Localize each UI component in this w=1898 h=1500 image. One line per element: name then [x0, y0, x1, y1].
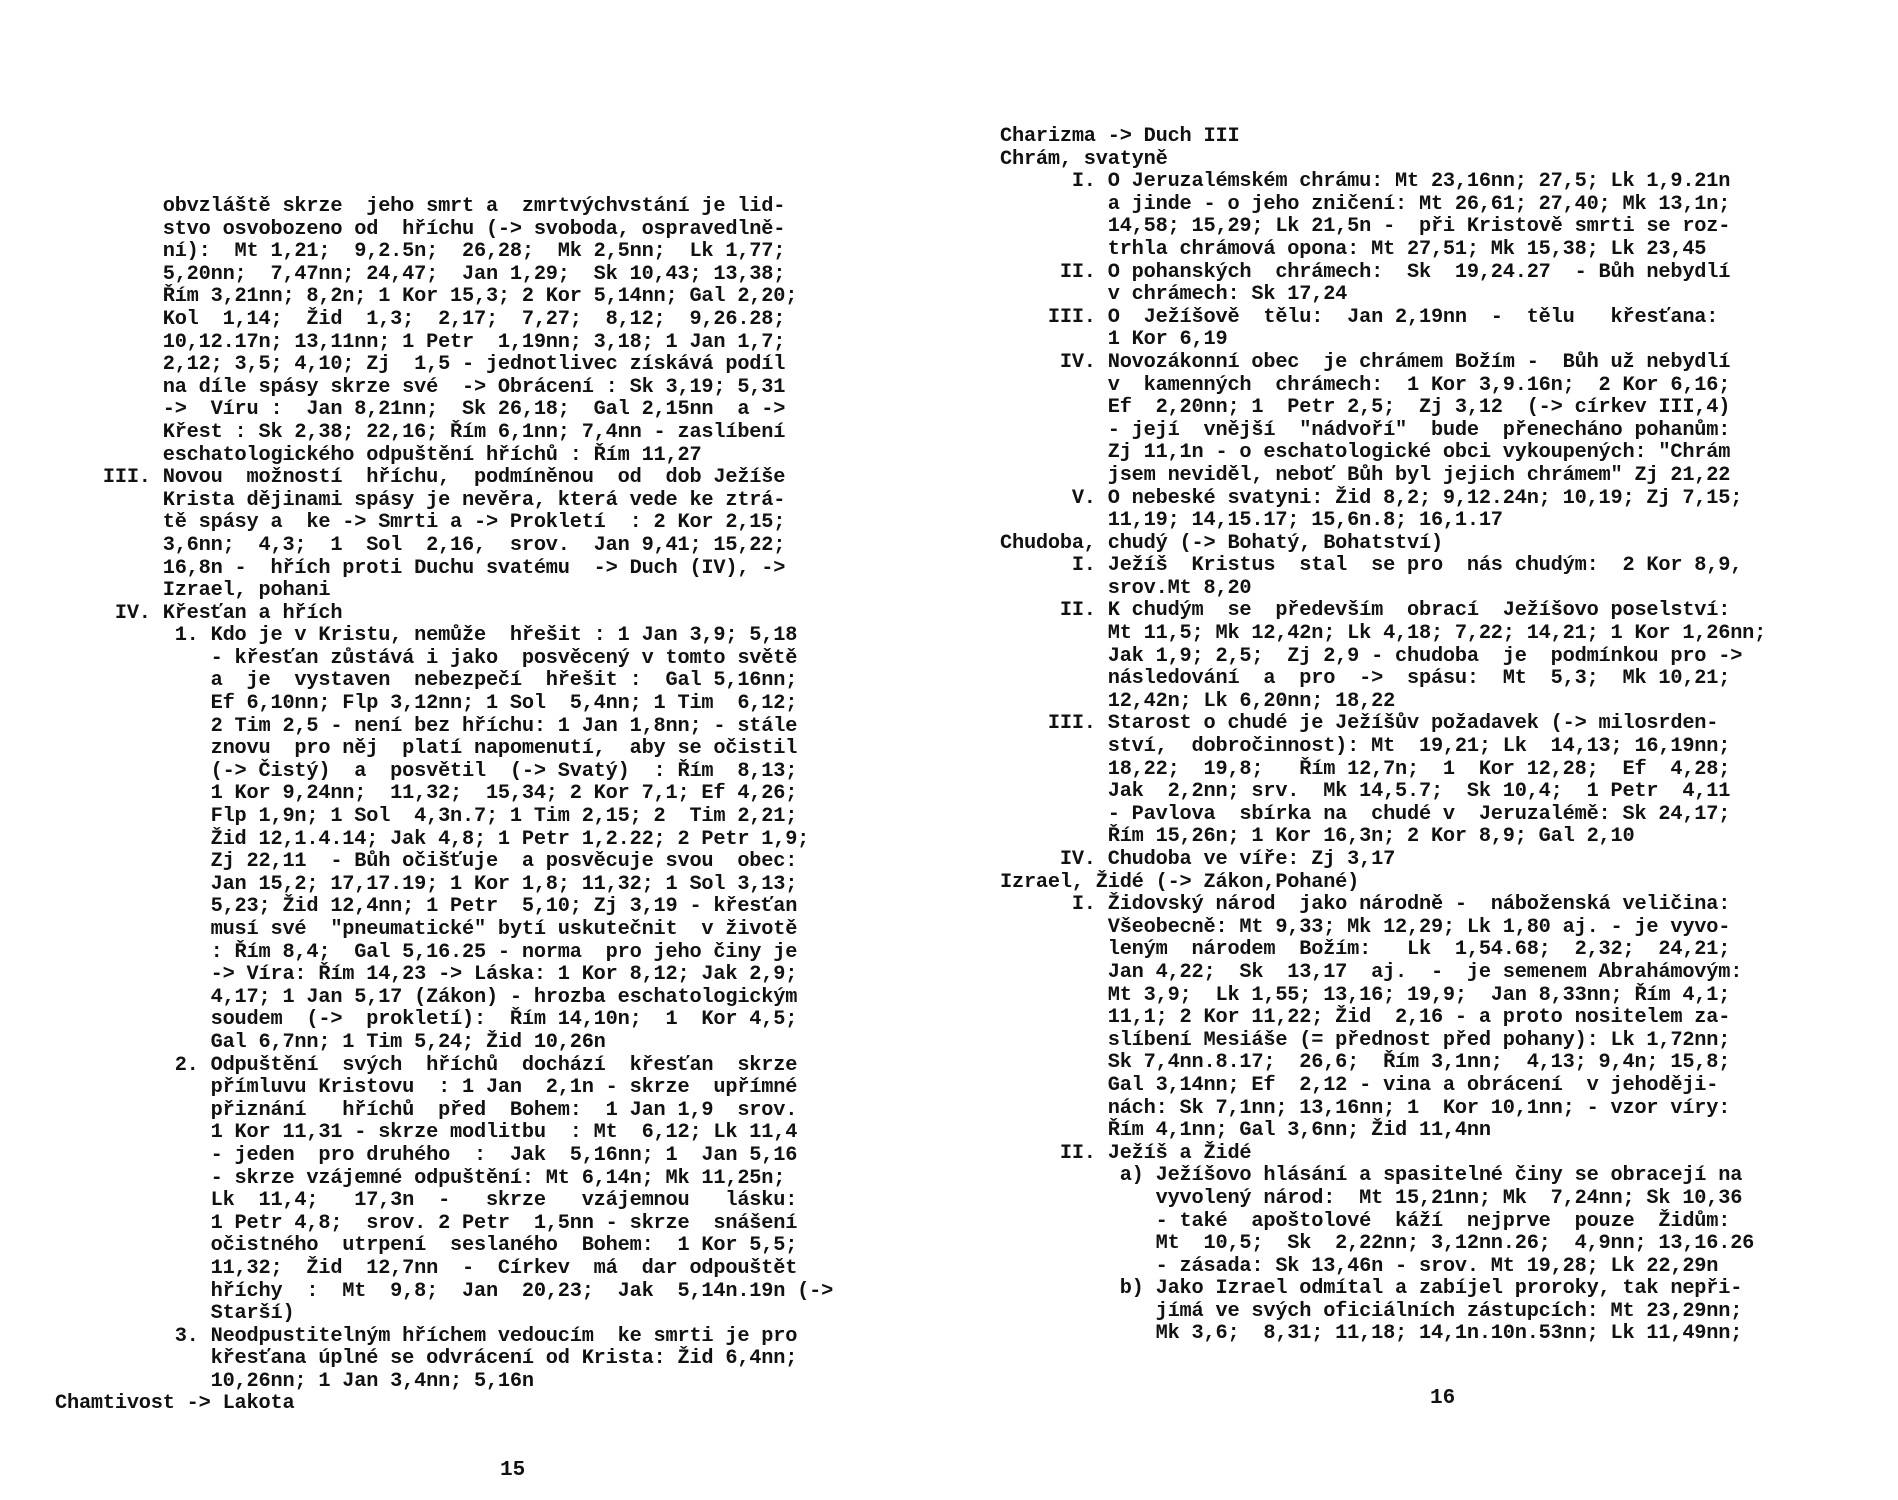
text-line: II. Ježíš a Židé: [1000, 1141, 1252, 1165]
text-line: III. O Ježíšově tělu: Jan 2,19nn - tělu křesťana:: [1000, 305, 1719, 329]
text-line: - také apoštolové káží nejprve pouze Židům:: [1000, 1209, 1731, 1233]
text-line: očistného utrpení seslaného Bohem: 1 Kor 5,5;: [55, 1234, 798, 1258]
text-line: 2 Tim 2,5 - není bez hříchu: 1 Jan 1,8nn; - stále: [55, 714, 798, 738]
text-line: Izrael, Židé (-> Zákon,Pohané): [1000, 870, 1360, 894]
text-line: leným národem Božím: Lk 1,54.68; 2,32; 24,21;: [1000, 938, 1731, 962]
text-line: tě spásy a ke -> Smrti a -> Prokletí : 2 Kor 2,15;: [55, 511, 786, 535]
text-line: na díle spásy skrze své -> Obrácení : Sk 3,19; 5,31: [55, 375, 786, 399]
text-line: srov.Mt 8,20: [1000, 576, 1252, 600]
text-line: Jan 15,2; 17,17.19; 1 Kor 1,8; 11,32; 1 Sol 3,13;: [55, 872, 798, 896]
text-line: 11,1; 2 Kor 11,22; Žid 2,16 - a proto nositelem za-: [1000, 1006, 1731, 1030]
text-line: Křest : Sk 2,38; 22,16; Řím 6,1nn; 7,4nn - zaslíbení: [55, 420, 786, 444]
text-line: Mt 10,5; Sk 2,22nn; 3,12nn.26; 4,9nn; 13,16.26: [1000, 1232, 1755, 1256]
text-line: Ef 6,10nn; Flp 3,12nn; 1 Sol 5,4nn; 1 Tim 6,12;: [55, 692, 798, 716]
text-line: - skrze vzájemné odpuštění: Mt 6,14n; Mk 11,25n;: [55, 1166, 786, 1190]
text-line: Sk 7,4nn.8.17; 26,6; Řím 3,1nn; 4,13; 9,4n; 15,8;: [1000, 1051, 1731, 1075]
text-line: vyvolený národ: Mt 15,21nn; Mk 7,24nn; Sk 10,36: [1000, 1186, 1743, 1210]
text-line: Jak 2,2nn; srv. Mk 14,5.7; Sk 10,4; 1 Petr 4,11: [1000, 780, 1731, 804]
text-line: - křesťan zůstává i jako posvěcený v tomto světě: [55, 646, 798, 670]
text-line: Izrael, pohani: [55, 579, 331, 603]
text-line: jsem neviděl, neboť Bůh byl jejich chrámem" Zj 21,22: [1000, 463, 1731, 487]
text-line: ství, dobročinnost): Mt 19,21; Lk 14,13; 16,19nn;: [1000, 735, 1731, 759]
text-line: Krista dějinami spásy je nevěra, která vede ke ztrá-: [55, 488, 786, 512]
text-line: II. K chudým se především obrací Ježíšovo poselství:: [1000, 599, 1731, 623]
text-line: I. Židovský národ jako národně - náboženská veličina:: [1000, 893, 1731, 917]
text-line: Jak 1,9; 2,5; Zj 2,9 - chudoba je podmínkou pro ->: [1000, 644, 1743, 668]
text-line: b) Jako Izrael odmítal a zabíjel proroky, tak nepři-: [1000, 1277, 1743, 1301]
text-line: III. Starost o chudé je Ježíšův požadavek (-> milosrden-: [1000, 712, 1719, 736]
text-line: 2,12; 3,5; 4,10; Zj 1,5 - jednotlivec získává podíl: [55, 353, 786, 377]
text-line: přímluvu Kristovu : 1 Jan 2,1n - skrze upřímné: [55, 1076, 798, 1100]
text-line: III. Novou možností hříchu, podmíněnou od dob Ježíše: [55, 466, 786, 490]
text-line: IV. Novozákonní obec je chrámem Božím - Bůh už nebydlí: [1000, 350, 1731, 374]
text-line: Gal 3,14nn; Ef 2,12 - vina a obrácení v jehoději-: [1000, 1073, 1719, 1097]
text-line: - zásada: Sk 13,46n - srov. Mt 19,28; Lk 22,29n: [1000, 1254, 1719, 1278]
text-line: musí své "pneumatické" bytí uskutečnit v životě: [55, 918, 798, 941]
text-line: 18,22; 19,8; Řím 12,7n; 1 Kor 12,28; Ef 4,28;: [1000, 757, 1731, 781]
text-line: Chrám, svatyně: [1000, 147, 1168, 171]
text-line: II. O pohanských chrámech: Sk 19,24.27 - Bůh nebydlí: [1000, 260, 1731, 284]
text-line: Zj 22,11 - Bůh očišťuje a posvěcuje svou obec:: [55, 850, 798, 874]
text-line: 1 Kor 9,24nn; 11,32; 15,34; 2 Kor 7,1; Ef 4,26;: [55, 782, 798, 806]
text-line: ní): Mt 1,21; 9,2.5n; 26,28; Mk 2,5nn; Lk 1,77;: [55, 240, 786, 264]
text-line: přiznání hříchů před Bohem: 1 Jan 1,9 srov.: [55, 1098, 798, 1122]
text-line: křesťana úplné se odvrácení od Krista: Žid 6,4nn;: [55, 1347, 798, 1371]
text-line: 5,20nn; 7,47nn; 24,47; Jan 1,29; Sk 10,43; 13,38;: [55, 262, 786, 286]
text-line: 11,19; 14,15.17; 15,6n.8; 16,1.17: [1000, 509, 1503, 533]
text-line: Řím 3,21nn; 8,2n; 1 Kor 15,3; 2 Kor 5,14nn; Gal 2,20;: [55, 285, 798, 309]
text-line: v chrámech: Sk 17,24: [1000, 283, 1348, 307]
text-line: - Pavlova sbírka na chudé v Jeruzalémě: Sk 24,17;: [1000, 802, 1731, 826]
text-line: eschatologického odpuštění hříchů : Řím 11,27: [55, 443, 702, 467]
text-line: Lk 11,4; 17,3n - skrze vzájemnou lásku:: [55, 1189, 798, 1213]
text-line: obvzláště skrze jeho smrt a zmrtvýchvstání je lid-: [55, 195, 786, 218]
text-line: (-> Čistý) a posvětil (-> Svatý) : Řím 8,13;: [55, 759, 798, 783]
text-line: 1. Kdo je v Kristu, nemůže hřešit : 1 Jan 3,9; 5,18: [55, 624, 798, 648]
text-line: a jinde - o jeho zničení: Mt 26,61; 27,40; Mk 13,1n;: [1000, 192, 1731, 216]
text-line: 4,17; 1 Jan 5,17 (Zákon) - hrozba eschatologickým: [55, 985, 798, 1009]
text-line: 3. Neodpustitelným hříchem vedoucím ke smrti je pro: [55, 1324, 798, 1348]
text-line: následování a pro -> spásu: Mt 5,3; Mk 10,21;: [1000, 667, 1731, 691]
text-line: Starší): [55, 1302, 295, 1326]
text-line: 5,23; Žid 12,4nn; 1 Petr 5,10; Zj 3,19 - křesťan: [55, 895, 798, 919]
text-line: nách: Sk 7,1nn; 13,16nn; 1 Kor 10,1nn; - vzor víry:: [1000, 1096, 1731, 1120]
left-page-number: 15: [500, 1459, 526, 1482]
text-line: 12,42n; Lk 6,20nn; 18,22: [1000, 689, 1396, 713]
text-line: Řím 4,1nn; Gal 3,6nn; Žid 11,4nn: [1000, 1119, 1491, 1143]
text-line: -> Víru : Jan 8,21nn; Sk 26,18; Gal 2,15nn a ->: [55, 398, 786, 422]
left-page: [55, 196, 915, 1416]
right-page: [1000, 126, 1860, 1346]
text-line: V. O nebeské svatyni: Žid 8,2; 9,12.24n; 10,19; Zj 7,15;: [1000, 486, 1743, 510]
text-line: : Řím 8,4; Gal 5,16.25 - norma pro jeho činy je: [55, 940, 798, 964]
text-line: 10,12.17n; 13,11nn; 1 Petr 1,19nn; 3,18; 1 Jan 1,7;: [55, 330, 786, 354]
text-line: a je vystaven nebezpečí hřešit : Gal 5,16nn;: [55, 669, 798, 693]
text-line: 3,6nn; 4,3; 1 Sol 2,16, srov. Jan 9,41; 15,22;: [55, 533, 786, 557]
text-line: Žid 12,1.4.14; Jak 4,8; 1 Petr 1,2.22; 2 Petr 1,9;: [55, 827, 810, 851]
text-line: slíbení Mesiáše (= přednost před pohany): Lk 1,72nn;: [1000, 1028, 1731, 1052]
text-line: 14,58; 15,29; Lk 21,5n - při Kristově smrti se roz-: [1000, 215, 1731, 239]
text-line: Charizma -> Duch III: [1000, 125, 1240, 148]
text-line: 10,26nn; 1 Jan 3,4nn; 5,16n: [55, 1369, 534, 1393]
text-line: Zj 11,1n - o eschatologické obci vykoupených: "Chrám: [1000, 441, 1731, 465]
text-line: Mt 3,9; Lk 1,55; 13,16; 19,9; Jan 8,33nn; Řím 4,1;: [1000, 983, 1731, 1007]
text-line: Chudoba, chudý (-> Bohatý, Bohatství): [1000, 531, 1443, 555]
text-line: Jan 4,22; Sk 13,17 aj. - je semenem Abrahámovým:: [1000, 960, 1743, 984]
text-line: I. O Jeruzalémském chrámu: Mt 23,16nn; 27,5; Lk 1,9.21n: [1000, 170, 1731, 194]
text-line: hříchy : Mt 9,8; Jan 20,23; Jak 5,14n.19n (->: [55, 1279, 834, 1303]
text-line: soudem (-> prokletí): Řím 14,10n; 1 Kor 4,5;: [55, 1008, 798, 1032]
text-line: 1 Petr 4,8; srov. 2 Petr 1,5nn - skrze snášení: [55, 1211, 798, 1235]
text-line: Mk 3,6; 8,31; 11,18; 14,1n.10n.53nn; Lk 11,49nn;: [1000, 1322, 1743, 1346]
text-line: Chamtivost -> Lakota: [55, 1392, 295, 1416]
text-line: - jeden pro druhého : Jak 5,16nn; 1 Jan 5,16: [55, 1143, 798, 1167]
text-line: znovu pro něj platí napomenutí, aby se očistil: [55, 737, 798, 761]
text-line: -> Víra: Řím 14,23 -> Láska: 1 Kor 8,12; Jak 2,9;: [55, 963, 798, 987]
text-line: Řím 15,26n; 1 Kor 16,3n; 2 Kor 8,9; Gal 2,10: [1000, 825, 1635, 849]
text-line: IV. Chudoba ve víře: Zj 3,17: [1000, 848, 1396, 871]
text-line: 2. Odpuštění svých hříchů dochází křesťan skrze: [55, 1053, 798, 1077]
text-line: Všeobecně: Mt 9,33; Mk 12,29; Lk 1,80 aj. - je vyvo-: [1000, 915, 1731, 939]
text-line: Gal 6,7nn; 1 Tim 5,24; Žid 10,26n: [55, 1030, 606, 1054]
text-line: 16,8n - hřích proti Duchu svatému -> Duch (IV), ->: [55, 556, 786, 580]
right-page-number: 16: [1430, 1387, 1456, 1410]
text-line: IV. Křesťan a hřích: [55, 601, 343, 625]
text-line: 1 Kor 11,31 - skrze modlitbu : Mt 6,12; Lk 11,4: [55, 1121, 798, 1145]
text-line: a) Ježíšovo hlásání a spasitelné činy se obracejí na: [1000, 1164, 1743, 1188]
text-line: I. Ježíš Kristus stal se pro nás chudým: 2 Kor 8,9,: [1000, 554, 1743, 578]
text-line: v kamenných chrámech: 1 Kor 3,9.16n; 2 Kor 6,16;: [1000, 373, 1731, 397]
text-line: Mt 11,5; Mk 12,42n; Lk 4,18; 7,22; 14,21; 1 Kor 1,26nn;: [1000, 622, 1767, 646]
text-line: Kol 1,14; Žid 1,3; 2,17; 7,27; 8,12; 9,26.28;: [55, 307, 786, 331]
text-line: trhla chrámová opona: Mt 27,51; Mk 15,38; Lk 23,45: [1000, 237, 1707, 261]
text-line: Flp 1,9n; 1 Sol 4,3n.7; 1 Tim 2,15; 2 Tim 2,21;: [55, 805, 798, 829]
text-line: Ef 2,20nn; 1 Petr 2,5; Zj 3,12 (-> církev III,4): [1000, 396, 1731, 420]
text-line: 11,32; Žid 12,7nn - Církev má dar odpouštět: [55, 1256, 798, 1280]
text-line: jímá ve svých oficiálních zástupcích: Mt 23,29nn;: [1000, 1299, 1743, 1323]
text-line: 1 Kor 6,19: [1000, 328, 1228, 352]
text-line: - její vnější "nádvoří" bude přenecháno pohanům:: [1000, 418, 1731, 442]
text-line: stvo osvobozeno od hříchu (-> svoboda, ospravedlně-: [55, 217, 786, 241]
